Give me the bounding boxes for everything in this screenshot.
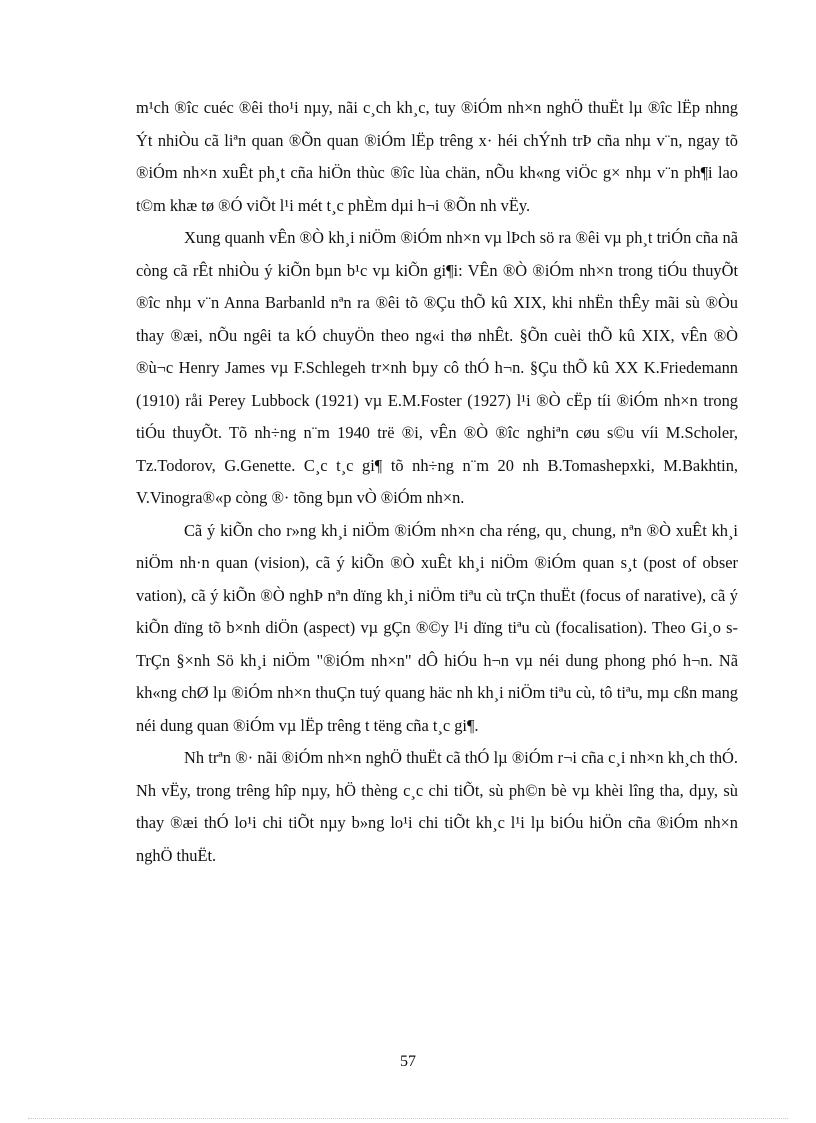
paragraph-history: Xung quanh vÊn ®Ò kh¸i niÖm ®iÓm nh×n vµ lÞch sö ra ®êi vµ ph¸t triÓn cña nã còng cã rÊt nhiÒu ý kiÕn bµn b¹c vµ kiÕn gi¶i: VÊn ®Ò ®iÓm nh×n trong tiÓu thuyÕt ®îc nhµ v¨n Anna Barbanld nªn ra ®êi tõ ®Çu thÕ kû XIX, khi nhËn thÊy mãi sù ®Òu thay ®æi, nÕu ngêi ta kÓ chuyÖn theo ng«i thø nhÊt. §Õn cuèi thÕ kû XIX, vÊn ®Ò ®ù¬c Henry James vµ F.Schlegeh tr×nh bµy cô thÓ h¬n. §Çu thÕ kû XX K.Friedemann (1910) råi Perey Lubbock (1921) vµ E.M.Foster (1927) l¹i ®Ò cËp tíi ®iÓm nh×n trong tiÓu thuyÕt. Tõ nh÷ng n¨m 1940 trë ®i, vÊn ®Ò ®îc nghiªn cøu s©u víi M.Scholer, Tz.Todorov, G.Genette. C¸c t¸c gi¶ tõ nh÷ng n¨m 20 nh B.Tomashepxki, M.Bakhtin, V.Vinogra®«p còng ®· tõng bµn vÒ ®iÓm nh×n. xyxy=(136,228,738,507)
page-bottom-divider xyxy=(28,1118,788,1119)
page-number: 57 xyxy=(400,1053,416,1070)
paragraph-conclusion: Nh trªn ®· nãi ®iÓm nh×n nghÖ thuËt cã thÓ lµ ®iÓm r¬i cña c¸i nh×n kh¸ch thÓ. Nh vËy, trong trêng hîp nµy, hÖ thèng c¸c chi tiÕt, sù ph©n bè vµ khèi lîng tha, dµy, sù thay ®æi thÓ lo¹i chi tiÕt nµy b»ng lo¹i chi tiÕt kh¸c l¹i lµ biÓu hiÖn cña ®iÓm nh×n nghÖ thuËt. xyxy=(136,748,738,865)
page-body xyxy=(136,92,738,872)
paragraph-concepts: Cã ý kiÕn cho r»ng kh¸i niÖm ®iÓm nh×n cha réng, qu¸ chung, nªn ®Ò xuÊt kh¸i niÖm nh·n quan (vision), cã ý kiÕn ®Ò xuÊt kh¸i niÖm ®iÓm quan s¸t (post of obser vation), cã ý kiÕn ®Ò nghÞ nªn dïng kh¸i niÖm tiªu cù trÇn thuËt (focus of narative), cã ý kiÕn dïng tõ b×nh diÖn (aspect) vµ gÇn ®©y l¹i dïng tiªu cù (focalisation). Theo Gi¸o s TrÇn §×nh Sö kh¸i niÖm "®iÓm nh×n" dÔ hiÓu h¬n vµ néi dung phong phó h¬n. Nã kh«ng chØ lµ ®iÓm nh×n thuÇn tuý quang häc nh kh¸i niÖm tiªu cù, tô tiªu, mµ cßn mang néi dung quan ®iÓm vµ lËp trêng t tëng cña t¸c gi¶. xyxy=(136,520,738,735)
paragraph-continuation: m¹ch ®îc cuéc ®êi tho¹i nµy, nãi c¸ch kh¸c, tuy ®iÓm nh×n nghÖ thuËt lµ ®îc lËp nhng Ýt nhiÒu cã liªn quan ®Õn quan ®iÓm lËp trêng x· héi chÝnh trÞ cña nhµ v¨n, ngay tõ ®iÓm nh×n xuÊt ph¸t cña hiÖn thùc ®îc lùa chän, nÕu kh«ng viÖc g× nhµ v¨n ph¶i lao t©m khæ tø ®Ó viÕt l¹i mét t¸c phÈm dµi h¬i ®Õn nh vËy. xyxy=(136,98,738,215)
